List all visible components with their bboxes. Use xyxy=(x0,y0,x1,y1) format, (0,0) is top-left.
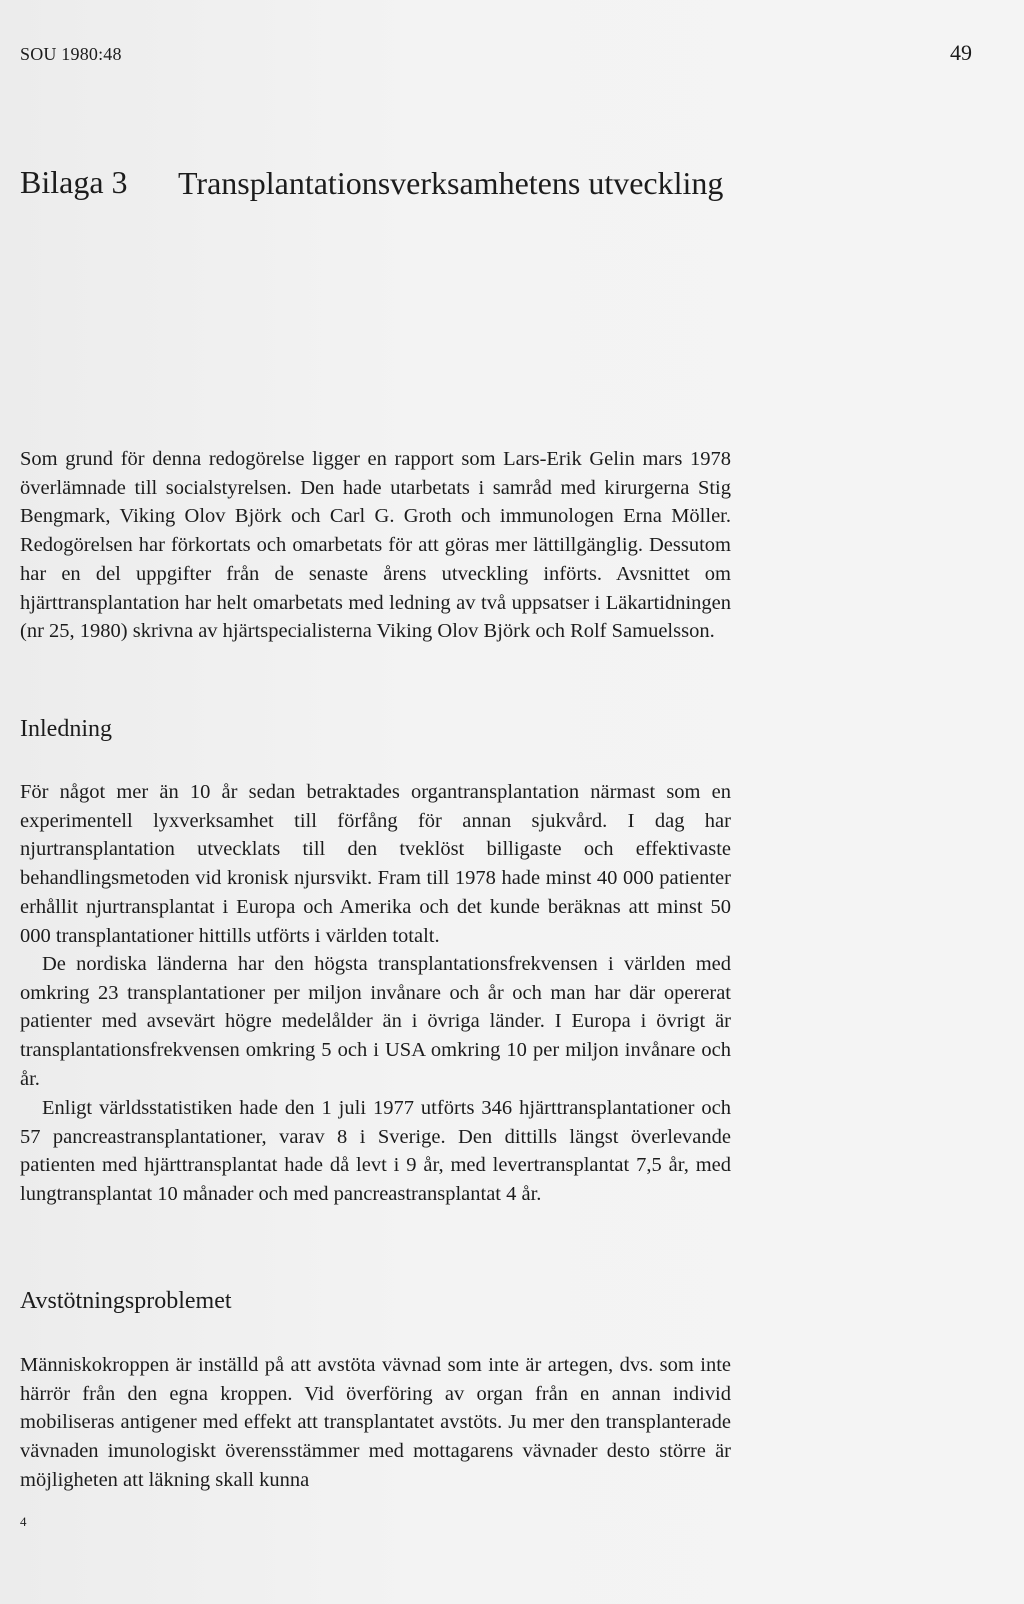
intro-paragraph: Som grund för denna redogörelse ligger en rapport som Lars-Erik Gelin mars 1978 överlämnade till socialstyrelsen. Den hade utarbetats i samråd med kirurgerna Stig Bengmark, Viking Olov Björk och Carl G. Groth och immunologen Erna Möller. Redogörelsen har förkortats och omarbetats för att göras mer lättillgänglig. Dessutom har en del uppgifter från de senaste årens utveckling införts. Avsnittet om hjärttransplantation har helt omarbetats med ledning av två uppsatser i Läkartidningen (nr 25, 1980) skrivna av hjärtspecialisterna Viking Olov Björk och Rolf Samuelsson. xyxy=(20,448,731,643)
page-number: 49 xyxy=(950,40,972,65)
publication-reference: SOU 1980:48 xyxy=(20,44,122,64)
appendix-title: Transplantationsverksamhetens utveckling xyxy=(178,165,724,201)
section-heading-avstotningsproblemet: Avstötningsproblemet xyxy=(20,1288,232,1314)
inledning-paragraph-2: De nordiska länderna har den högsta transplantationsfrekvensen i världen med omkring 23 transplantationer per miljon invånare och år och man har där opererat patienter med avsevärt högre medelålder än i övriga länder. I Europa i övrigt är transplantationsfrekvensen omkring 5 och i USA omkring 10 per miljon invånare och år. xyxy=(20,953,731,1090)
appendix-label: Bilaga 3 xyxy=(20,164,128,200)
section-heading-inledning: Inledning xyxy=(20,716,112,742)
signature-mark: 4 xyxy=(20,1514,27,1529)
inledning-paragraph-3: Enligt världsstatistiken hade den 1 juli 1977 utförts 346 hjärttransplantationer och 57 pancreastransplantationer, varav 8 i Sverige. Den dittills längst överlevande patienten med hjärttransplantat hade då levt i 9 år, med levertransplantat 7,5 år, med lungtransplantat 10 månader och med pancreastransplantat 4 år. xyxy=(20,1097,731,1206)
avstotning-paragraph-1: Människokroppen är inställd på att avstöta vävnad som inte är artegen, dvs. som inte härrör från den egna kroppen. Vid överföring av organ från en annan individ mobiliseras antigener med effekt att transplantatet avstöts. Ju mer den transplanterade vävnaden imunologiskt överensstämmer med mottagarens vävnader desto större är möjligheten att läkning skall kunna xyxy=(20,1354,731,1491)
inledning-paragraph-1: För något mer än 10 år sedan betraktades organtransplantation närmast som en experimentell lyxverksamhet till förfång för annan sjukvård. I dag har njurtransplantation utvecklats till den tveklöst billigaste och effektivaste behandlingsmetoden vid kronisk njursvikt. Fram till 1978 hade minst 40 000 patienter erhållit njurtransplantat i Europa och Amerika och det kunde beräknas att minst 50 000 transplantationer hittills utförts i världen totalt. xyxy=(20,781,731,947)
